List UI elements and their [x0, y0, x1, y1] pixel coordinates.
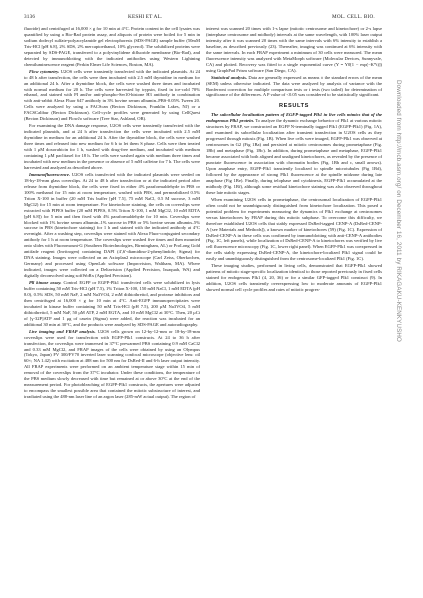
paragraph — [24, 69, 200, 123]
running-head-journal: MOL. CELL. BIO. — [332, 14, 375, 20]
paragraph — [206, 197, 382, 262]
paragraph-text: Data are generally expressed as means ± the standard errors of the mean (SEM) unless otherwise indicated. The data were analyzed by analysis of variance with the Bonferroni correction for multiple comparison tests or t tests (two tailed) for determination of significance of the differences. A P value of <0.05 was considered to be statistically significant. — [206, 74, 382, 98]
run-in-heading: Immunofluorescence. — [29, 171, 71, 177]
paragraph-text: fluoride) and centrifuged at 16,000 × g for 10 min at 4°C. Protein content in the cell lysates was quantified by using a Bio-Rad protein assay, and aliquots of protein were boiled for 5 min in sodium dodecyl sulfate-polyacrylamide gel electrophoresis (SDS-PAGE) sample buffer (50mM Tris-HCl [pH 6.8], 2% SDS, 2% mercaptoethanol, 10% glycerol). The solubilized proteins were separated by SDS-PAGE, transferred to a polyvinylidene difluoride membrane (Bio-Rad), and detected by immunoblotting with the indicated antibodies using Western Lightning chemiluminescence reagent (Perkin Elmer Life Sciences, Boston, MA). — [24, 26, 200, 67]
left-column — [24, 26, 200, 401]
paragraph — [24, 280, 200, 328]
download-watermark: Downloaded from http://mcb.asm.org/ on December 16, 2011 by RIKAGAKU-KENKYUSHO — [395, 80, 402, 342]
paragraph-text: U2OS cells grown on 12-by-12-mm or 18-by-18-mm coverslips were used for transfection with EGFP-Plk1 constructs. At 24 to 36 h after transfection, the coverslips were immersed in 37°C prewarmed PBS containing 0.9 mM CaCl2 and 0.33 mM MgCl2, and FRAP images of the cells were obtained by using an Olympus (Tokyo, Japan) FV 300/FV70 inverted laser scanning confocal microscope (objective lens: oil 60×; NA 1.42) with excitation at 488 nm for 500 nm for DsRed-II and 6-h laser output intensity. All FRAP experiments were performed on an ambient temperature stage within 15 min of removal of the coverslips from the 37°C incubator. Under these conditions, the temperature of the PBS medium slowly decreased with time but remained at or above 30°C at the end of the measurement period. For photobleaching of EGFP-Plk1 constructs, the apertures were adjusted to encompass the smallest possible area that contained the mitotic substructure of interest, and irradiated using the 488-nm laser line of an argon laser (285-mW actual output). The region of — [24, 328, 201, 400]
paragraph — [206, 75, 382, 99]
paragraph-text: These imaging studies, performed in living cells, demonstrated that EGFP-Plk1 showed patterns of mitotic stage-specific localization identical to those reported previously in fixed cells stained for endogenous Plk1 (4, 20, 36) or for a similar GFP-tagged Plk1 construct (9). In addition, U2OS cells transiently overexpressing low to moderate amounts of EGFP-Plk1 showed normal cell cycle profiles and rates of mitotic progres- — [206, 263, 382, 293]
right-column — [206, 26, 382, 294]
paragraph — [24, 329, 200, 400]
results-heading: RESULTS — [279, 103, 309, 110]
run-in-heading: Live imaging and FRAP analysis. — [29, 328, 96, 334]
run-in-heading: Flow cytometry. — [29, 68, 60, 74]
paragraph-text: Control EGFP or EGFP-Plk1 transfected cells were solubilized in lysis buffer containing 50 mM Tris-HCl (pH 7.5), 1% Triton X-100, 150 mM NaCl, 1 mM EDTA (pH 8.0), 0.5% SDS, 50 mM NaF, 2 mM Na3VO4, 2 mM dithiothreitol, and protease inhibitors and then centrifuged at 16,000 × g for 10 min at 4°C. Anti-EGFP immunoprecipitates were incubated in kinase buffer containing 50 mM Tris-HCl (pH 7.5), 200 μM Na3VO4, 5 mM dithiothreitol, 5 mM NaF, 50 μM ATP, 2 mM EGTA, and 10 mM MgCl2 at 30°C. Then, 20 μCi of [γ-32P]ATP and 1 μg of casein (Sigma) were added, the reaction was incubated for an additional 30 min at 30°C, and the products were analyzed by SDS-PAGE and autoradiography. — [24, 280, 200, 327]
paragraph-text: To analyze the dynamic exchange behavior of Plk1 at various mitotic structures by FRAP, we constructed an EGFP N-terminally tagged Plk1 (EGFP-Plk1) (Fig. 1A), and examined its subcellular localization after transient transfection in U2OS cells as they progressed through mitosis (Fig. 1B). When live cells were imaged, EGFP-Plk1 was observed at centrosomes in G2 (Fig 1Ba) and persisted at mitotic centrosomes during prometaphase (Fig. 1Bb) and metaphase (Fig. 1Bc). In addition, during prometaphase and metaphase, EGFP-Plk1 became associated with both aligned and unaligned kinetochores, as revealed by the presence of punctate fluorescence in association with chromatin bodies (Fig. 1Bb and c, small arrows). Upon anaphase entry, EGFP-Plk1 transiently localized to spindle microtubules (Fig 1Bd), followed by the appearance of strong Plk1 fluorescence at the spindle midzone during late anaphase (Fig 1Be). Finally, during telophase and cytokinesis, EGFP-Plk1 accumulated at the midbody (Fig. 1Bf), although some residual kinetochore staining was also observed throughout these late mitotic stages. — [206, 118, 382, 195]
paragraph — [206, 263, 382, 293]
paragraph — [206, 112, 382, 195]
paragraph-text: When examining U2OS cells in prometaphase, the centrosomal localization of EGFP-Plk1 often could not be unambiguously distinguished from kinetochore localization. This posed a potential problem for experiments measuring the dynamics of Plk1 exchange at centrosomes versus kinetochores by FRAP during this mitotic subphase. To overcome this difficulty, we therefore established U2OS cells that stably expressed DsRed-tagged CENP-A (DsRed-CENP-A [see Materials and Methods]), a known marker of kinetochores (59) (Fig. 1C). Expression of DsRed-CENP-A in these cells was confirmed by immunoblotting with anti-CENP-A antibodies (Fig. 1C, left panels), while localization of DsRed-CENP-A to kinetochores was verified by live cell fluorescence microscopy (Fig. 1C, lower right panel). When EGFP-Plk1 was coexpressed in the cells stably expressing DsRed-CENP-A, the kinetochore-localized Plk1 signal could be easily and unambiguously distinguished from the centrosome-localized Plk1 (Fig. 1C). — [206, 196, 382, 262]
paragraph-text: For examining the DNA damage response, U2OS cells were transiently transfected with the indicated plasmids, and at 24 h after transfection the cells were incubated with 2.5 mM thymidine in medium for an additional 24 h. After the thymidine block, the cells were washed three times and released into new medium for 6 h to let them S phase. Cells were then treated with 1 μM doxorubicin for 1 h, washed with drug-free medium, and incubated with medium containing 1 μM paclitaxel for 18 h. The cells were washed again with medium three times and incubated with new medium in the presence or absence of 5 mM caffeine for 7 h. The cells were harvested and analyzed as described above. — [24, 123, 200, 170]
run-in-heading: Pll kinase assay. — [29, 280, 62, 286]
paragraph — [24, 123, 200, 171]
methods-continued — [206, 26, 382, 98]
paragraph-text: U2OS cells transfected with the indicated plasmids were seeded on 18-by-18-mm glass coverslips. At 24 to 48 h after transfection or at the indicated period after release from thymidine block, the cells were fixed in either 4% paraformaldehyde in PBS or 100% methanol for 15 min at room temperature, washed with PBS, and permeabilized 0.5% Triton X-100 in buffer (20 mM Tris buffer [pH 7.5], 75 mM NaCl, 0.5 M sucrose, 3 mM MgCl2) for 15 min at room temperature. For kinetochore staining, the cells on coverslips were extracted with PIPES buffer (20 mM PIPES, 0.5% Triton X-100, 1 mM MgCl2, 10 mM EDTA [pH 6.8]) for 5 min and then fixed with 4% paraformaldehyde for 10 min. Coverslips were blocked with 1% bovine serum albumin–1% sucrose in PBS or 5% bovine serum albumin–5% sucrose in PBS (kinetochore staining) for 1 h and stained with the indicated antibody at 4°C overnight. After a washing step, coverslips were stained with Alexa Fluor-conjugated secondary antibody for 1 h at room temperature. The coverslips were washed five times and then mounted onto slides with Fluoromount-G (Southern Biotechnologies, Birmingham, AL) or ProLong Gold antifade reagent (Invitrogen) containing DAPI (4',6'-diamidino-2-phenylindole; Sigma) for DNA staining. Images were collected on an Axioplan2 microscope (Carl Zeiss, Oberkochen, Germany) and processed using OpenLab software (Improvision, Waltham, MA). Where indicated, images were collected on a Deltavision (Applied Precision, Issaquah, WA) and digitally deconvolved using softWoRx (Applied Precision). — [24, 171, 200, 279]
paragraph — [24, 26, 200, 68]
paragraph-text: interest was scanned 20 times with 1-s lapse (mitotic centrosome and kinetochore) or 2-s lapse (interphase centrosome and midbody) intervals at the same wavelength, with 100% laser output intensity after it was scanned 20 times with the same intervals with 6% intensity to establish a baseline, as described previously (23). Thereafter, imaging was continued at 6% intensity with the same intervals. In each FRAP experiment a minimum of 30 cells were measured. The mean fluorescence intensity was analyzed with MetaMorph software (Molecular Devices, Sunnyvale, CA) and plotted. Recovery was fitted to a single exponential curve (Y = Y0[1 − exp(−K*t)]) using GraphPad Prism software (San Diego, CA). — [206, 26, 382, 73]
run-in-heading: Statistical analysis. — [211, 74, 248, 80]
results-section — [206, 112, 382, 293]
paragraph-text: U2OS cells were transiently transfected with the indicated plasmids. At 24 to 48 h after transfection, the cells were then incubated with 2.5 mM thymidine in medium for an additional 24 h. After a thymidine block, the cells were washed three times and incubated with normal medium for 20 h. The cells were harvested by trypsin, fixed in ice-cold 70% ethanol, and stained with PI and/or anti-phospho-Ser10-histone H3 antibody in combination with anti-rabbit Alexa Fluor 647 antibody in 3% bovine serum albumin–PBS-0.05% Tween 20. Cells were analyzed by using a FACScan (Becton Dickinson, Franklin Lakes, NJ) or a FACSCalibur (Becton Dickinson). Cell-cycle profiles were generated by using CellQuest (Becton Dickinson) and FlowJo software (Tree Star, Ashland, OR). — [24, 68, 200, 122]
paragraph — [24, 172, 200, 279]
running-head-authors: KESHI ET AL. — [128, 14, 163, 20]
run-in-heading: The subcellular localization pattern of EGFP-tagged Plk1 in live cells mimics that of the endogenous Plk1 protein. — [206, 112, 382, 124]
page-number: 3136 — [24, 14, 36, 20]
paragraph — [206, 26, 382, 74]
